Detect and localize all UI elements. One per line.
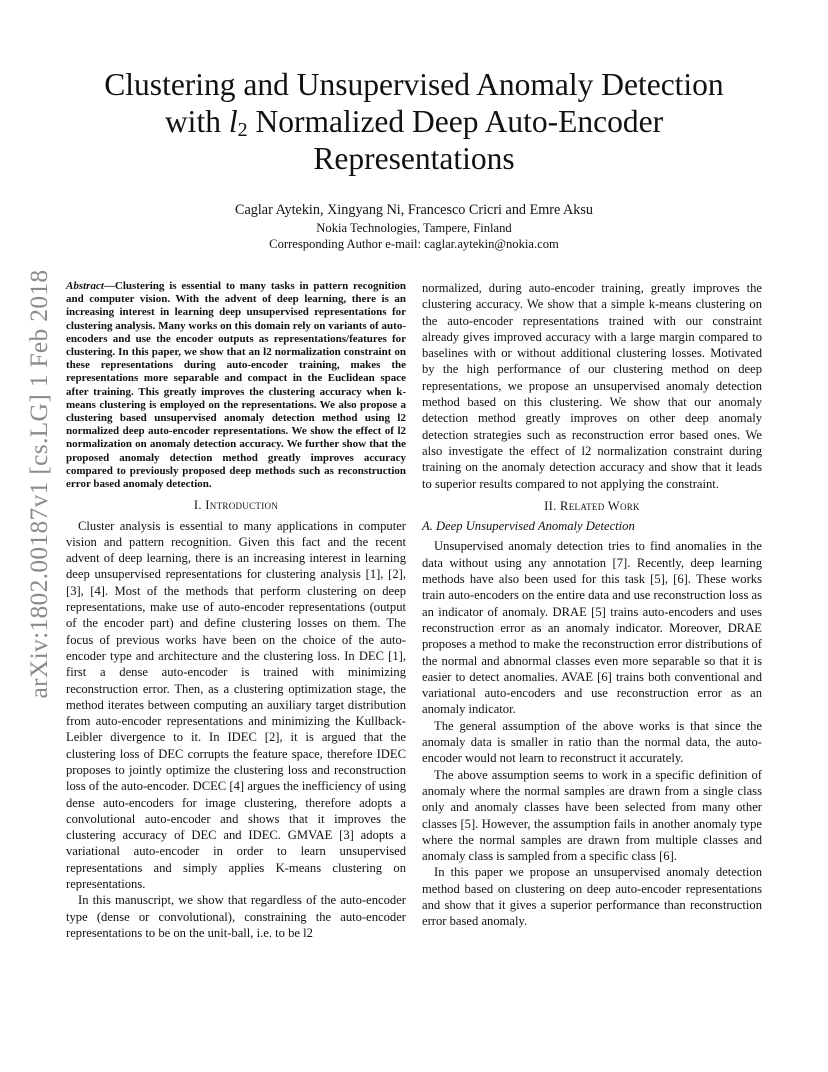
affiliation: Nokia Technologies, Tampere, Finland <box>316 221 512 235</box>
abstract-text: —Clustering is essential to many tasks in pattern recognition and computer vision. With the advent of deep learning, there is an increasing interest in learning deep unsupervised representations for clustering analysis. Many works on this domain rely on variants of auto-encoders and use the encoder outputs as representations/features for clustering. In this paper, we show that an l2 normalization constraint on these representations during auto-encoder training, makes the representations more separable and compact in the Euclidean space after training. This greatly improves the clustering accuracy when k-means clustering is employed on the representations. We also propose a clustering based unsupervised anomaly detection method using l2 normalized deep auto-encoder representations. We show the effect of l2 normalization on anomaly detection accuracy. We further show that the proposed anomaly detection method greatly improves accuracy compared to previously proposed deep methods such as reconstruction error based anomaly detection. <box>66 280 406 491</box>
related-paragraph-4: In this paper we propose an unsupervised anomaly detection method based on clustering on deep auto-encoder representations and show that it gives a superior performance than reconstruction error based anomaly. <box>422 865 762 929</box>
related-paragraph-2: The general assumption of the above works is that since the anomaly data is smaller in ratio than the normal data, the auto-encoder would not learn to reconstruct it accurately. <box>422 718 762 766</box>
title-line-2-pre: with <box>164 104 229 139</box>
title-line-1: Clustering and Unsupervised Anomaly Detection <box>104 67 724 102</box>
section-heading-introduction: I. Introduction <box>193 498 279 513</box>
intro-paragraph-2: In this manuscript, we show that regardless of the auto-encoder type (dense or convolutional), constraining the auto-encoder representations to be on the unit-ball, i.e. to be l2 <box>66 893 406 940</box>
related-paragraph-1: Unsupervised anomaly detection tries to find anomalies in the data without using any annotation [7]. Recently, deep learning methods have also been used for this task [5], [6]. These works train auto-encoders on the entire data and use reconstruction loss as an indicator of anomaly. DRAE [5] trains auto-encoders and uses reconstruction error as an anomaly indicator. Moreover, DRAE proposes a method to make the reconstruction error distributions of the normal and abnormal classes even more separable so that it is easier to detect anomalies. AVAE [6] trains both conventional and variational auto-encoders and use reconstruction error as an anomaly indicator. <box>422 539 762 717</box>
title-line-3: Representations <box>313 141 515 176</box>
paper-title <box>66 66 762 177</box>
right-column <box>422 280 762 930</box>
subsection-heading-anomaly-detection: A. Deep Unsupervised Anomaly Detection <box>422 519 635 534</box>
abstract <box>66 280 406 491</box>
abstract-label: Abstract <box>66 280 104 292</box>
section-heading-related-work: II. Related Work <box>544 498 640 513</box>
intro-paragraph-1: Cluster analysis is essential to many applications in computer vision and pattern recognition. Given this fact and the recent advent of deep learning, there is an increasing interest in learning deep unsupervised representations for clustering analysis [1], [2], [3], [4]. Most of the methods that perform clustering on deep representations, make use of auto-encoder representations (output of the encoder part) and define clustering losses on them. The focus of previous works have been on the choice of the auto-encoder type and architecture and the clustering loss. In DEC [1], first a dense auto-encoder is trained with minimizing reconstruction error. Then, as a clustering optimization stage, the method iterates between computing an auxiliary target distribution from auto-encoder representations and minimizing the Kullback-Leibler divergence to it. In IDEC [2], it is argued that the clustering loss of DEC corrupts the feature space, therefore IDEC proposes to jointly optimize the clustering loss and reconstruction loss of the auto-encoder. DCEC [4] argues the inefficiency of using dense auto-encoders for image clustering, therefore adopts a convolutional auto-encoder and shows that it improves the clustering accuracy of DEC and IDEC. GMVAE [3] adopts a variational auto-encoder in order to learn unsupervised representations and simply applies K-means clustering on representations. <box>66 518 406 892</box>
title-subscript: 2 <box>237 119 248 141</box>
arxiv-stamp <box>22 269 56 699</box>
title-l-symbol: l <box>228 104 238 139</box>
intro-paragraph-2-continued: normalized, during auto-encoder training, greatly improves the clustering accuracy. We show that a simple k-means clustering on the auto-encoder representations trained with our constraint already gives improved accuracy with a large margin compared to baselines with or without additional clustering losses. Motivated by the high performance of our clustering method on deep representations, we propose an unsupervised anomaly detection method based on this clustering. We show that our anomaly detection method greatly improves on other deep anomaly detection strategies such as reconstruction error based ones. We also investigate the effect of l2 normalization constraint during training on the anomaly detection accuracy and show that it leads to superior results compared to not applying the constraint. <box>422 281 762 491</box>
related-paragraph-3: The above assumption seems to work in a specific definition of anomaly where the normal samples are drawn from a single class only and anomaly classes have been selected from many other classes [5]. However, the assumption fails in another anomaly type where the normal samples are drawn from multiple classes and anomaly class is sampled from a specific class [6]. <box>422 767 762 864</box>
left-column <box>66 280 406 941</box>
author-list: Caglar Aytekin, Xingyang Ni, Francesco Cricri and Emre Aksu <box>234 202 594 218</box>
arxiv-identifier: arXiv:1802.00187v1 [cs.LG] 1 Feb 2018 <box>24 269 53 699</box>
title-line-2-post: Normalized Deep Auto-Encoder <box>247 104 664 139</box>
corresponding-email: Corresponding Author e-mail: caglar.aytekin@nokia.com <box>269 237 559 251</box>
